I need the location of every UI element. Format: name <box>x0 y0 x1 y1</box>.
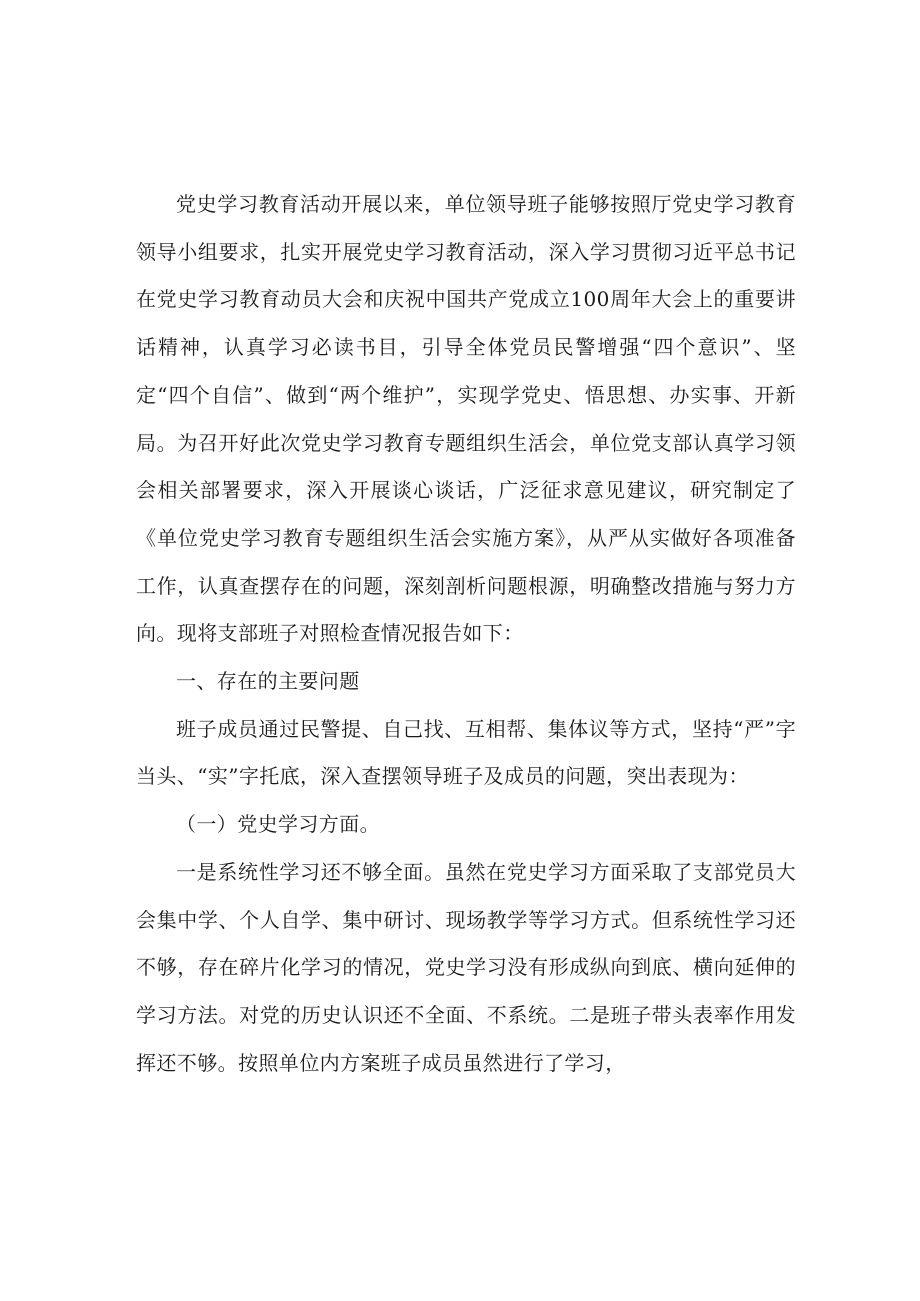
overview-paragraph: 班子成员通过民警提、自己找、互相帮、集体议等方式，坚持“严”字当头、“实”字托底，深入查摆领导班子及成员的问题，突出表现为： <box>136 716 796 789</box>
section-heading: 一、存在的主要问题 <box>176 669 360 694</box>
detail-paragraph: 一是系统性学习还不够全面。虽然在党史学习方面采取了支部党员大会集中学、个人自学、集中研讨、现场教学等学习方式。但系统性学习还不够，存在碎片化学习的情况，党史学习没有形成纵向到底、横向延伸的学习方法。对党的历史认识还不全面、不系统。二是班子带头表率作用发挥还不够。按照单位内方案班子成员虽然进行了学习， <box>136 859 796 1075</box>
subsection-heading: （一）党史学习方面。 <box>176 812 380 837</box>
intro-paragraph: 党史学习教育活动开展以来，单位领导班子能够按照厅党史学习教育领导小组要求，扎实开展党史学习教育活动，深入学习贯彻习近平总书记在党史学习教育动员大会和庆祝中国共产党成立100周年大会上的重要讲话精神，认真学习必读书目，引导全体党员民警增强“四个意识”、坚定“四个自信”、做到“两个维护”，实现学党史、悟思想、办实事、开新局。为召开好此次党史学习教育专题组织生活会，单位党支部认真学习领会相关部署要求，深入开展谈心谈话，广泛征求意见建议，研究制定了《单位党史学习教育专题组织生活会实施方案》，从严从实做好各项准备工作，认真查摆存在的问题，深刻剖析问题根源，明确整改措施与努力方向。现将支部班子对照检查情况报告如下： <box>136 192 796 646</box>
document-body <box>136 181 796 1087</box>
